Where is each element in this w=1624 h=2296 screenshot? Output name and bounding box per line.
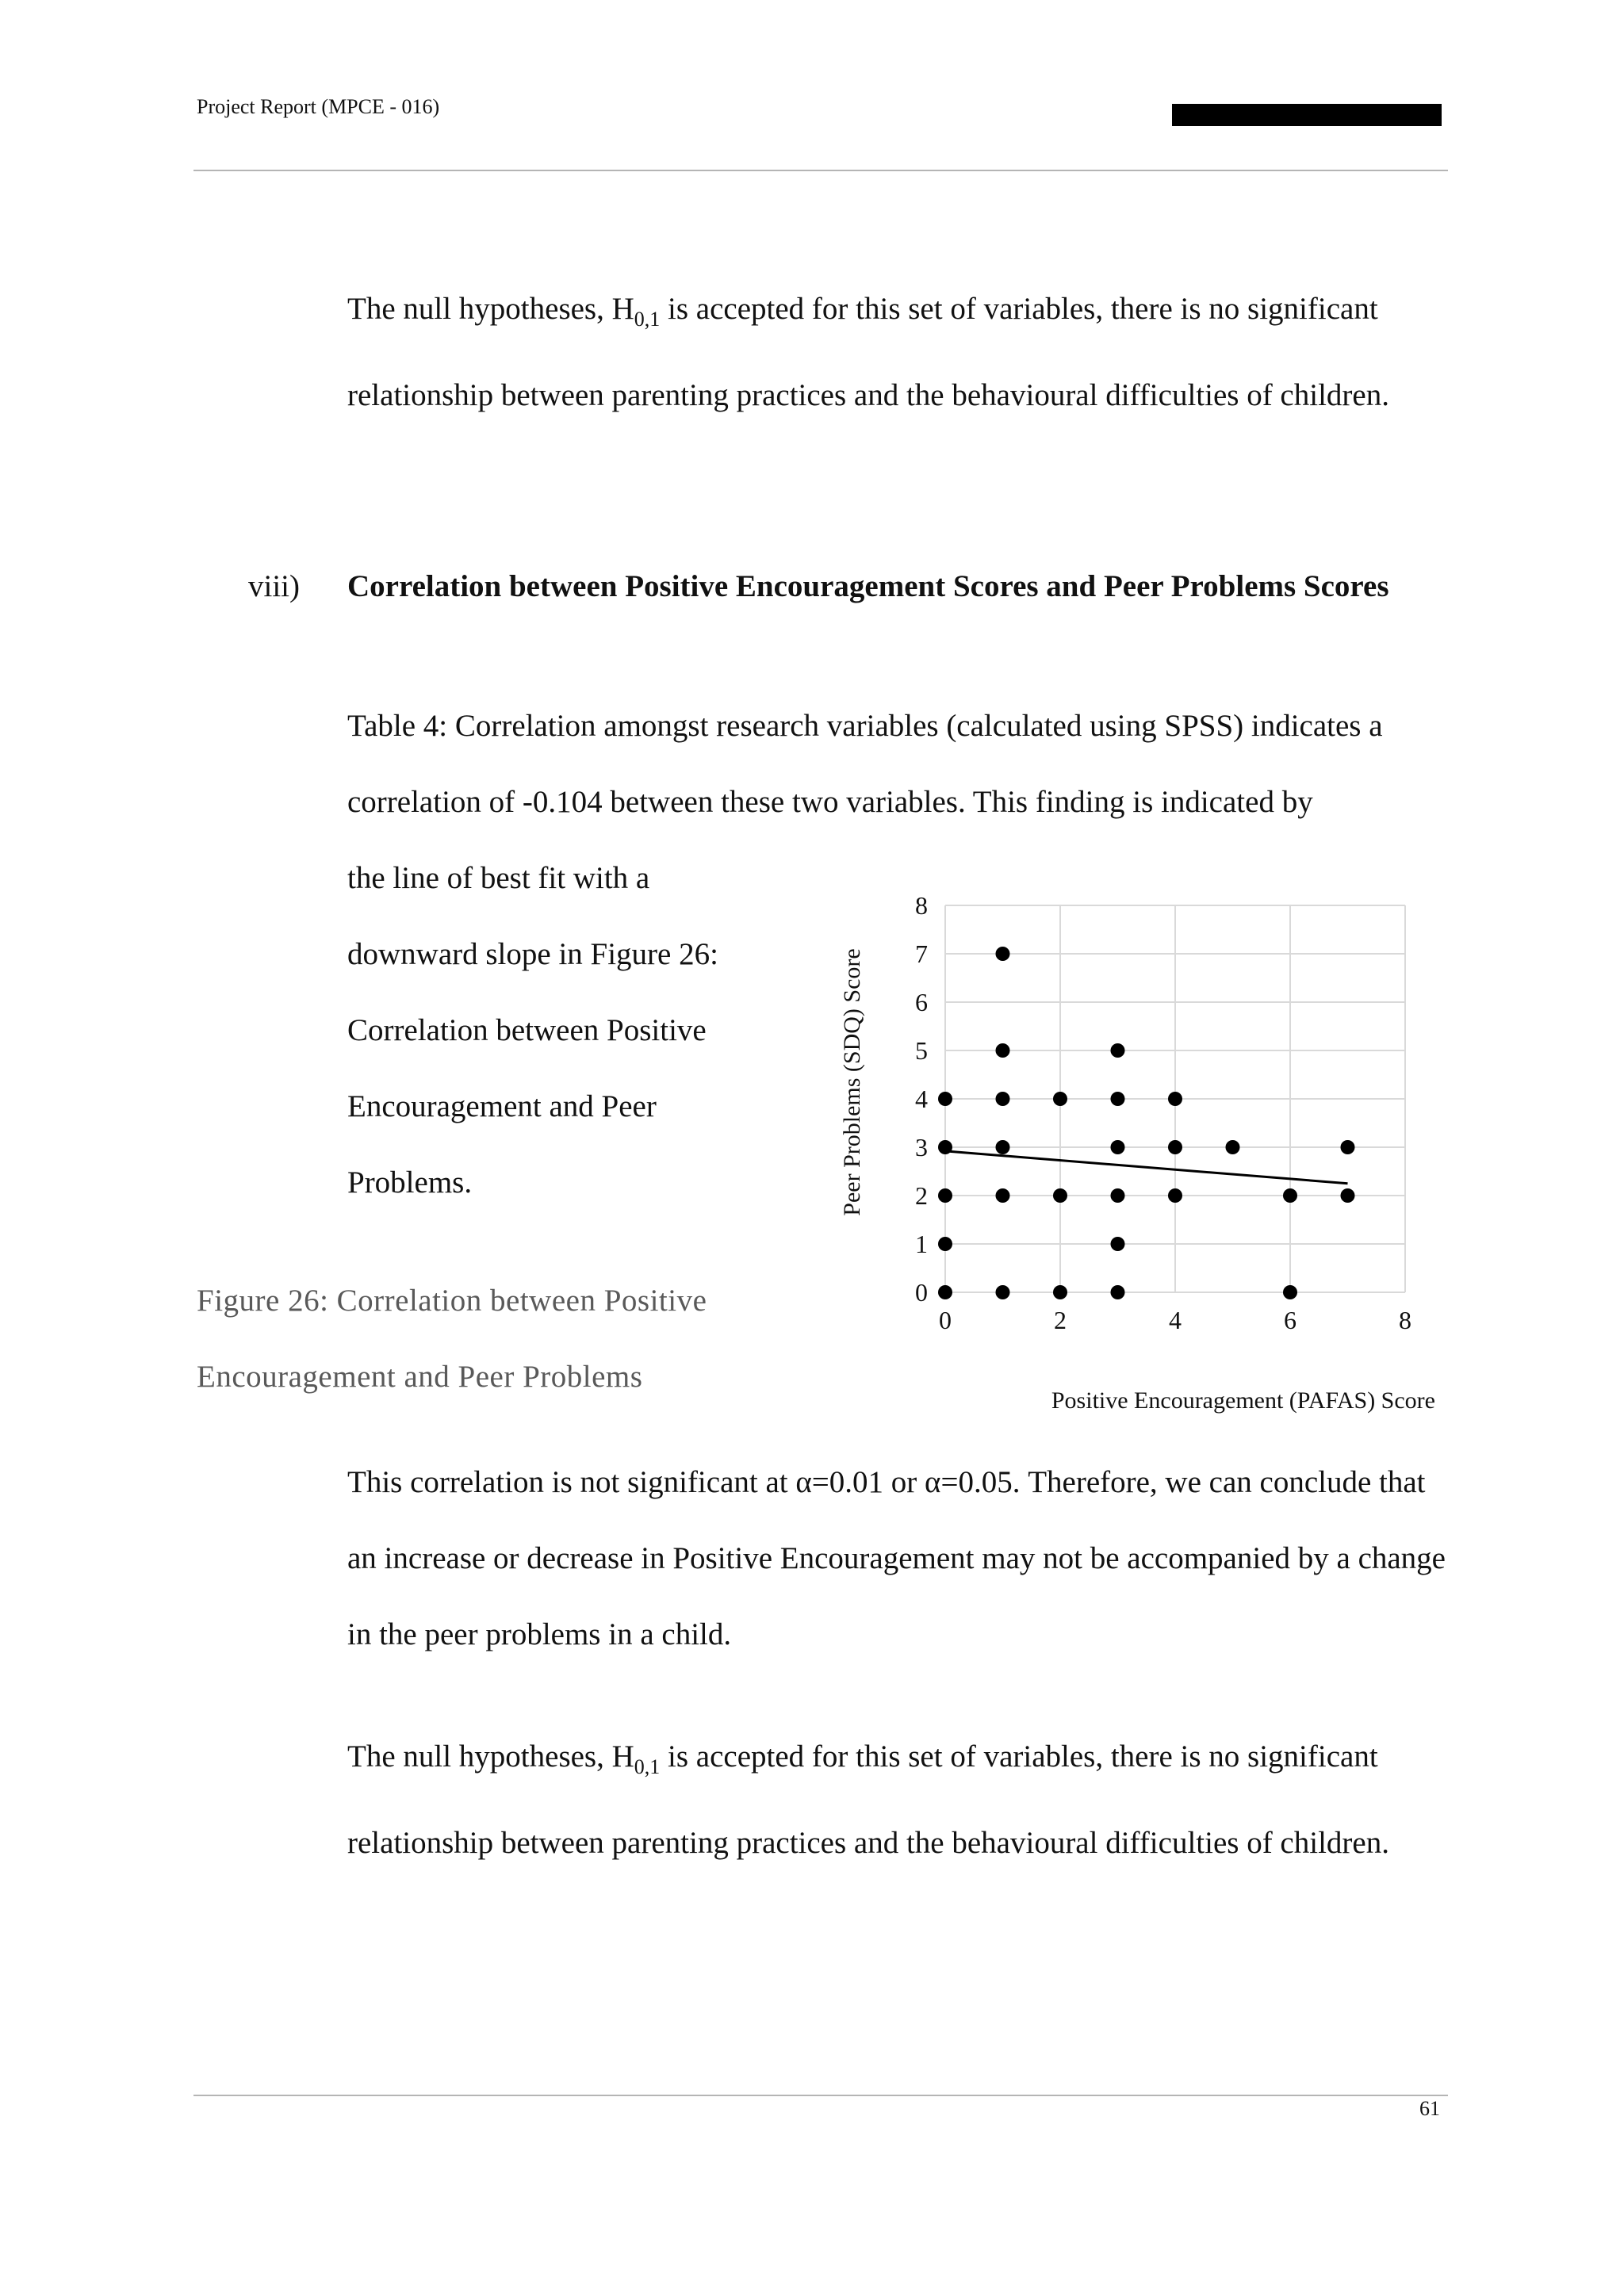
para1-text-after: is accepted for this set of variables, there is no significant relationship between parenting practices and the behavioural difficulties of children. [347,292,1389,412]
data-point [1283,1188,1297,1203]
data-point [1053,1285,1067,1299]
scatter-chart [825,872,1467,1427]
wrap-line: downward slope in Figure 26: [347,937,718,971]
paragraph-correlation-wrap [347,840,791,1221]
y-tick-labels [915,891,928,1307]
paragraph-correlation-intro: Table 4: Correlation amongst research variables (calculated using SPSS) indicates a correlation of -0.104 between these two variables. This finding is indicated by [347,709,1383,819]
data-point [996,1140,1010,1154]
paragraph-null-hypothesis-1 [347,271,1457,434]
data-point [1111,1092,1125,1106]
para1-subscript: 0,1 [634,307,661,331]
x-tick-labels [939,1306,1411,1334]
data-point [996,1092,1010,1106]
y-tick-label: 5 [915,1036,928,1065]
data-points [938,947,1355,1299]
y-tick-label: 3 [915,1133,928,1161]
x-tick-label: 4 [1169,1306,1182,1334]
x-tick-label: 6 [1284,1306,1297,1334]
data-point [1111,1043,1125,1058]
data-point [1111,1140,1125,1154]
data-point [1111,1285,1125,1299]
data-point [938,1237,952,1251]
wrap-line: Encouragement and Peer [347,1089,657,1123]
data-point [996,947,1010,961]
data-point [996,1285,1010,1299]
data-point [1168,1092,1182,1106]
para1-text-before: The null hypotheses, H [347,292,634,326]
para4-text-before: The null hypotheses, H [347,1739,634,1774]
wrap-line: Correlation between Positive [347,1013,707,1047]
data-point [996,1188,1010,1203]
para4-text-after: is accepted for this set of variables, there is no significant relationship between parenting practices and the behavioural difficulties of children. [347,1739,1389,1860]
data-point [996,1043,1010,1058]
paragraph-null-hypothesis-2 [347,1719,1457,1881]
trendline [945,1151,1348,1184]
data-point [1341,1188,1355,1203]
y-tick-label: 6 [915,988,928,1016]
y-tick-label: 8 [915,891,928,920]
figure-caption: Figure 26: Correlation between Positive Encouragement and Peer Problems [197,1284,707,1394]
data-point [1226,1140,1240,1154]
y-axis-label: Peer Problems (SDQ) Score [839,948,865,1216]
redaction-bar [1172,104,1442,126]
trendline-group [945,1151,1348,1184]
footer-divider [193,2095,1448,2096]
x-tick-label: 8 [1399,1306,1411,1334]
para4-subscript: 0,1 [634,1755,661,1778]
data-point [1341,1140,1355,1154]
data-point [1283,1285,1297,1299]
section-heading: Correlation between Positive Encouragement Scores and Peer Problems Scores [347,569,1389,603]
data-point [1111,1237,1125,1251]
data-point [938,1140,952,1154]
y-tick-label: 4 [915,1085,928,1113]
x-tick-label: 2 [1054,1306,1067,1334]
data-point [1168,1188,1182,1203]
y-tick-label: 7 [915,939,928,968]
running-header-title: Project Report (MPCE - 016) [197,95,440,118]
header-divider [193,170,1448,171]
y-tick-label: 0 [915,1278,928,1307]
wrap-line: Problems. [347,1165,473,1200]
section-numeral: viii) [248,569,300,603]
wrap-line: the line of best fit with a [347,861,650,895]
x-axis-label: Positive Encouragement (PAFAS) Score [1051,1387,1435,1414]
data-point [1111,1188,1125,1203]
paragraph-significance: This correlation is not significant at α=0.01 or α=0.05. Therefore, we can conclude that an increase or decrease in Positive Encouragement may not be accompanied by a change in the peer problems in a child. [347,1465,1446,1651]
x-tick-label: 0 [939,1306,952,1334]
data-point [1053,1092,1067,1106]
data-point [1053,1188,1067,1203]
data-point [1168,1140,1182,1154]
data-point [938,1092,952,1106]
y-tick-label: 2 [915,1181,928,1210]
data-point [938,1188,952,1203]
data-point [938,1285,952,1299]
y-tick-label: 1 [915,1230,928,1258]
page-number: 61 [1419,2097,1440,2120]
